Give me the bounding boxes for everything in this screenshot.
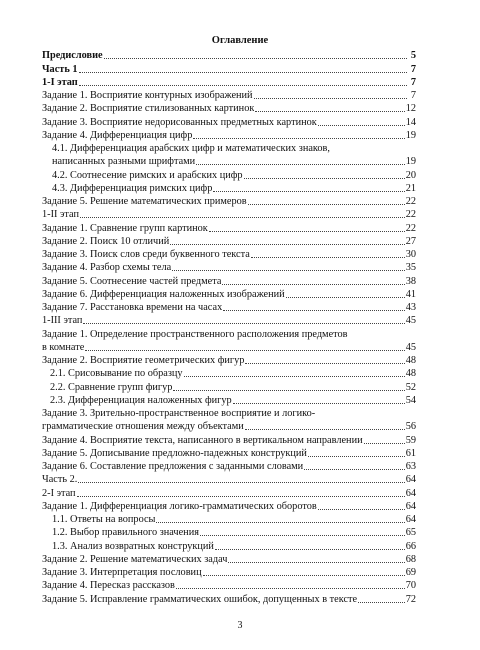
toc-page-number: 68 [405,553,416,565]
toc-entry [42,155,416,168]
toc-page-number: 64 [405,500,416,512]
toc-page-number: 69 [405,567,416,578]
toc-entry [42,447,416,460]
toc-leader-dots [173,390,404,391]
toc-leader-dots [245,363,404,364]
toc-entry-label: Предисловие [42,50,103,62]
toc-page-number: 61 [405,447,416,459]
toc-entry-label: Задание 1. Восприятие контурных изображений [42,90,253,101]
toc-page-number: 59 [405,434,416,446]
toc-leader-dots [213,191,404,192]
toc-page-number: 54 [405,394,416,406]
toc-leader-dots [104,58,407,59]
toc-entry-label: Задание 3. Поиск слов среди буквенного текста [42,249,250,260]
toc-entry [42,288,416,301]
toc-leader-dots [228,562,404,563]
toc-entry-label: Задание 1. Сравнение групп картинок [42,222,208,234]
page-number: 3 [237,620,243,631]
toc-leader-dots [308,456,405,457]
toc-entry [42,76,416,89]
toc-leader-dots [200,535,405,536]
toc-leader-dots [248,204,405,205]
toc-entry-label: Задание 4. Разбор схемы тела [42,262,172,274]
toc-leader-dots [233,403,405,404]
toc-page-number: 27 [405,235,416,247]
toc-leader-dots [254,98,407,99]
toc-entry [42,473,416,486]
toc-page-number: 7 [410,63,416,75]
toc-entry [42,274,416,287]
toc-entry-label: 1.2. Выбор правильного значения [52,527,199,539]
toc-leader-dots [244,178,405,179]
toc-page-number: 48 [405,368,416,380]
toc-leader-dots [172,270,405,271]
toc-entry-label: в комнате [42,341,85,353]
toc-entry [42,579,416,592]
toc-page-number: 21 [405,182,416,194]
toc-entry-label: 1-III этап [42,315,83,327]
toc-entry [42,261,416,274]
toc-leader-dots [184,376,405,377]
toc-entry-label: 1-I этап [42,76,78,88]
toc-entry-label: Задание 3. Зрительно-пространственное восприятие и логико- [42,408,316,419]
toc-entry-label: Задание 5. Соотнесение частей предмета [42,275,222,287]
toc-page-number: 65 [405,527,416,539]
toc-entry-heading [42,407,416,420]
toc-entry-label: Задание 2. Поиск 10 отличий [42,235,170,247]
toc-entry-label: 1-II этап [42,209,79,221]
toc-page-number: 19 [405,156,416,168]
toc-entry [42,102,416,115]
toc-entry [42,566,416,579]
toc-entry-heading [42,142,416,155]
toc-entry [42,89,416,102]
toc-entry [42,553,416,566]
toc-entry-label: 2-I этап [42,487,76,499]
toc-leader-dots [364,443,405,444]
toc-leader-dots [358,602,405,603]
toc-entry [42,221,416,234]
toc-page-number: 12 [405,103,416,115]
toc-entry [42,208,416,221]
toc-page-number: 48 [405,355,416,366]
toc-page-number: 45 [405,341,416,353]
toc-entry-label: Задание 5. Решение математических примеров [42,196,247,207]
toc-entry [42,592,416,605]
toc-leader-dots [286,297,405,298]
toc-entry-label: Задание 6. Дифференциация наложенных изображений [42,288,285,300]
toc-entry [42,115,416,128]
toc-leader-dots [222,284,404,285]
toc-leader-dots [77,496,405,497]
toc-leader-dots [176,588,405,589]
toc-entry-label: Задание 4. Восприятие текста, написанного в вертикальном направлении [42,434,363,446]
toc-leader-dots [223,310,404,311]
toc-entry [42,248,416,261]
toc-leader-dots [255,111,404,112]
toc-entry-label: Задание 2. Восприятие стилизованных картинок [42,103,255,115]
toc-entry [42,460,416,473]
toc-entry [42,433,416,446]
toc-page-number: 64 [405,474,416,486]
toc-leader-dots [215,549,405,550]
toc-entry [42,168,416,181]
toc-leader-dots [79,72,407,73]
toc-entry-label: Часть 2. [42,474,78,486]
toc-page-number: 45 [405,315,416,327]
toc-page-number: 72 [405,593,416,605]
toc-leader-dots [196,164,405,165]
toc-entry-label: Задание 2. Решение математических задач [42,553,228,565]
toc-entry-label: грамматические отношения между объектами [42,421,244,433]
toc-page-number: 63 [405,461,416,472]
table-of-contents [42,49,416,606]
toc-leader-dots [83,323,404,324]
toc-entry [42,526,416,539]
toc-leader-dots [85,350,404,351]
toc-entry-label: 2.3. Дифференциация наложенных фигур [50,394,232,406]
toc-page-number: 41 [405,288,416,300]
toc-entry-label: Задание 4. Пересказ рассказов [42,580,175,592]
toc-entry-label: Задание 1. Определение пространственного расположения предметов [42,328,348,340]
toc-leader-dots [78,482,404,483]
toc-page-number: 38 [405,275,416,287]
toc-page-number: 7 [410,76,416,88]
toc-page-number: 70 [405,580,416,592]
toc-entry-heading [42,327,416,340]
toc-page-number: 43 [405,302,416,313]
toc-entry [42,394,416,407]
toc-entry [42,49,416,62]
toc-entry [42,354,416,367]
toc-entry [42,539,416,552]
toc-entry-label: Задание 6. Составление предложения с заданными словами [42,461,304,472]
toc-entry [42,367,416,380]
toc-page-number: 52 [405,381,416,393]
toc-entry [42,341,416,354]
toc-page-number: 30 [405,249,416,260]
toc-entry [42,513,416,526]
toc-entry [42,235,416,248]
toc-page-number: 35 [405,262,416,274]
toc-entry-label: 4.1. Дифференциация арабских цифр и математических знаков, [52,143,330,154]
toc-page-number: 5 [410,50,416,62]
toc-entry-label: написанных разными шрифтами [52,156,196,168]
toc-page-number: 56 [405,421,416,433]
toc-page-number: 64 [405,514,416,525]
toc-entry-label: Задание 7. Расстановка времени на часах [42,302,223,313]
toc-page-number: 22 [405,196,416,207]
toc-page-number: 20 [405,169,416,181]
toc-entry-label: 4.2. Соотнесение римских и арабских цифр [52,169,243,181]
toc-page-number: 19 [405,129,416,141]
toc-page-number: 64 [405,487,416,499]
toc-title: Оглавление [211,35,269,46]
toc-entry [42,62,416,75]
toc-entry [42,301,416,314]
toc-entry-label: Задание 4. Дифференциация цифр [42,129,193,141]
toc-page-number: 66 [405,540,416,552]
toc-leader-dots [209,231,405,232]
toc-leader-dots [318,125,405,126]
toc-leader-dots [304,469,405,470]
toc-page-number: 7 [410,90,416,101]
toc-leader-dots [203,575,405,576]
toc-leader-dots [170,244,404,245]
toc-page-number: 22 [405,209,416,221]
toc-entry-label: 4.3. Дифференциация римских цифр [52,182,213,194]
toc-entry-label: Задание 3. Восприятие недорисованных предметных картинок [42,116,317,128]
toc-entry-label: Задание 1. Дифференциация логико-грамматических оборотов [42,500,317,512]
toc-entry-label: 2.2. Сравнение групп фигур [50,381,173,393]
toc-entry [42,129,416,142]
toc-leader-dots [79,85,407,86]
toc-entry [42,314,416,327]
toc-leader-dots [193,138,404,139]
toc-entry-label: 1.3. Анализ возвратных конструкций [52,540,214,552]
toc-entry [42,420,416,433]
toc-page-number: 14 [405,116,416,128]
toc-leader-dots [80,217,405,218]
toc-entry-label: Часть 1 [42,63,78,75]
toc-entry-label: Задание 3. Интерпретация пословиц [42,567,202,578]
toc-entry-label: 1.1. Ответы на вопросы [52,514,156,525]
toc-entry-label: Задание 5. Дописывание предложно-падежных конструкций [42,447,307,459]
toc-entry-label: Задание 5. Исправление грамматических ошибок, допущенных в тексте [42,593,358,605]
toc-entry-label: 2.1. Срисовывание по образцу [50,368,183,380]
toc-leader-dots [156,522,404,523]
toc-leader-dots [318,509,405,510]
toc-entry [42,195,416,208]
toc-entry [42,486,416,499]
toc-leader-dots [251,257,405,258]
toc-leader-dots [245,429,405,430]
toc-entry [42,380,416,393]
toc-page-number: 22 [405,222,416,234]
toc-entry [42,182,416,195]
toc-entry [42,500,416,513]
toc-entry-label: Задание 2. Восприятие геометрических фигур [42,355,245,366]
